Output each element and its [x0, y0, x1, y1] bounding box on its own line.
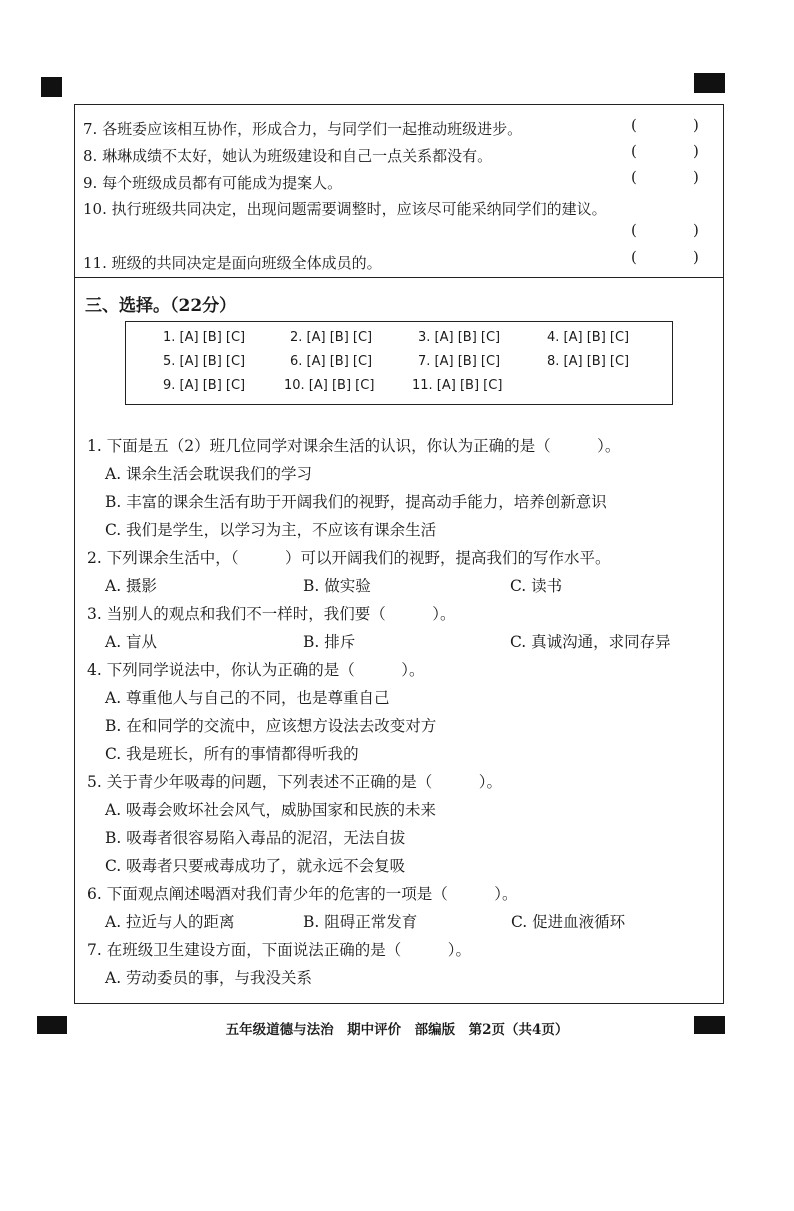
tf-item-9: 9. 每个班级成员都有可能成为提案人。	[83, 174, 343, 192]
answer-cell[interactable]: 1. [A] [B] [C]	[163, 330, 246, 345]
question-1-option-b: B. 丰富的课余生活有助于开阔我们的视野，提高动手能力，培养创新意识	[105, 493, 607, 511]
question-1-option-a: A. 课余生活会耽误我们的学习	[105, 465, 313, 483]
tf-answer-blank-8[interactable]: ( )	[631, 142, 699, 160]
question-6-option-c: C. 促进血液循环	[511, 913, 626, 931]
answer-sheet-grid	[125, 321, 673, 405]
answer-cell[interactable]: 3. [A] [B] [C]	[418, 330, 501, 345]
question-3-stem: 3. 当别人的观点和我们不一样时，我们要（ ）。	[87, 605, 456, 623]
question-6-option-b: B. 阻碍正常发育	[303, 913, 418, 931]
question-4-option-a: A. 尊重他人与自己的不同，也是尊重自己	[105, 689, 390, 707]
section-title-choice: 三、选择。（22分）	[85, 296, 237, 316]
question-2-option-c: C. 读书	[510, 577, 563, 595]
registration-mark-top-left	[41, 77, 62, 97]
question-2-stem: 2. 下列课余生活中，（ ）可以开阔我们的视野，提高我们的写作水平。	[87, 549, 611, 567]
tf-item-8: 8. 琳琳成绩不太好，她认为班级建设和自己一点关系都没有。	[83, 147, 493, 165]
page-footer: 五年级道德与法治 期中评价 部编版 第2页（共4页）	[225, 1022, 569, 1038]
true-false-section	[75, 105, 723, 278]
question-2-option-b: B. 做实验	[303, 577, 371, 595]
answer-cell[interactable]: 11. [A] [B] [C]	[412, 378, 503, 393]
exam-frame	[74, 104, 724, 1004]
tf-item-7: 7. 各班委应该相互协作，形成合力，与同学们一起推动班级进步。	[83, 120, 523, 138]
question-2-option-a: A. 摄影	[105, 577, 158, 595]
tf-item-11: 11. 班级的共同决定是面向班级全体成员的。	[83, 254, 382, 272]
tf-answer-blank-11[interactable]: ( )	[631, 248, 699, 266]
question-7-stem: 7. 在班级卫生建设方面，下面说法正确的是（ ）。	[87, 941, 471, 959]
question-3-option-b: B. 排斥	[303, 633, 356, 651]
question-1-stem: 1. 下面是五（2）班几位同学对课余生活的认识，你认为正确的是（ ）。	[87, 437, 621, 455]
answer-cell[interactable]: 9. [A] [B] [C]	[163, 378, 246, 393]
question-5-option-c: C. 吸毒者只要戒毒成功了，就永远不会复吸	[105, 857, 406, 875]
question-3-option-c: C. 真诚沟通，求同存异	[510, 633, 671, 651]
answer-cell[interactable]: 8. [A] [B] [C]	[547, 354, 630, 369]
question-4-option-b: B. 在和同学的交流中，应该想方设法去改变对方	[105, 717, 437, 735]
question-3-option-a: A. 盲从	[105, 633, 158, 651]
answer-cell[interactable]: 10. [A] [B] [C]	[284, 378, 375, 393]
question-5-stem: 5. 关于青少年吸毒的问题，下列表述不正确的是（ ）。	[87, 773, 502, 791]
registration-mark-top-right	[694, 73, 725, 93]
question-4-stem: 4. 下列同学说法中，你认为正确的是（ ）。	[87, 661, 425, 679]
tf-answer-blank-7[interactable]: ( )	[631, 116, 699, 134]
tf-answer-blank-10[interactable]: ( )	[631, 221, 699, 239]
question-1-option-c: C. 我们是学生，以学习为主，不应该有课余生活	[105, 521, 437, 539]
answer-cell[interactable]: 2. [A] [B] [C]	[290, 330, 373, 345]
question-6-option-a: A. 拉近与人的距离	[105, 913, 235, 931]
question-7-option-a: A. 劳动委员的事，与我没关系	[105, 969, 313, 987]
question-4-option-c: C. 我是班长，所有的事情都得听我的	[105, 745, 359, 763]
question-5-option-b: B. 吸毒者很容易陷入毒品的泥沼，无法自拔	[105, 829, 406, 847]
answer-cell[interactable]: 5. [A] [B] [C]	[163, 354, 246, 369]
tf-item-10: 10. 执行班级共同决定，出现问题需要调整时，应该尽可能采纳同学们的建议。	[83, 200, 607, 218]
answer-cell[interactable]: 4. [A] [B] [C]	[547, 330, 630, 345]
answer-cell[interactable]: 7. [A] [B] [C]	[418, 354, 501, 369]
tf-answer-blank-9[interactable]: ( )	[631, 168, 699, 186]
question-5-option-a: A. 吸毒会败坏社会风气，威胁国家和民族的未来	[105, 801, 437, 819]
answer-cell[interactable]: 6. [A] [B] [C]	[290, 354, 373, 369]
question-6-stem: 6. 下面观点阐述喝酒对我们青少年的危害的一项是（ ）。	[87, 885, 518, 903]
